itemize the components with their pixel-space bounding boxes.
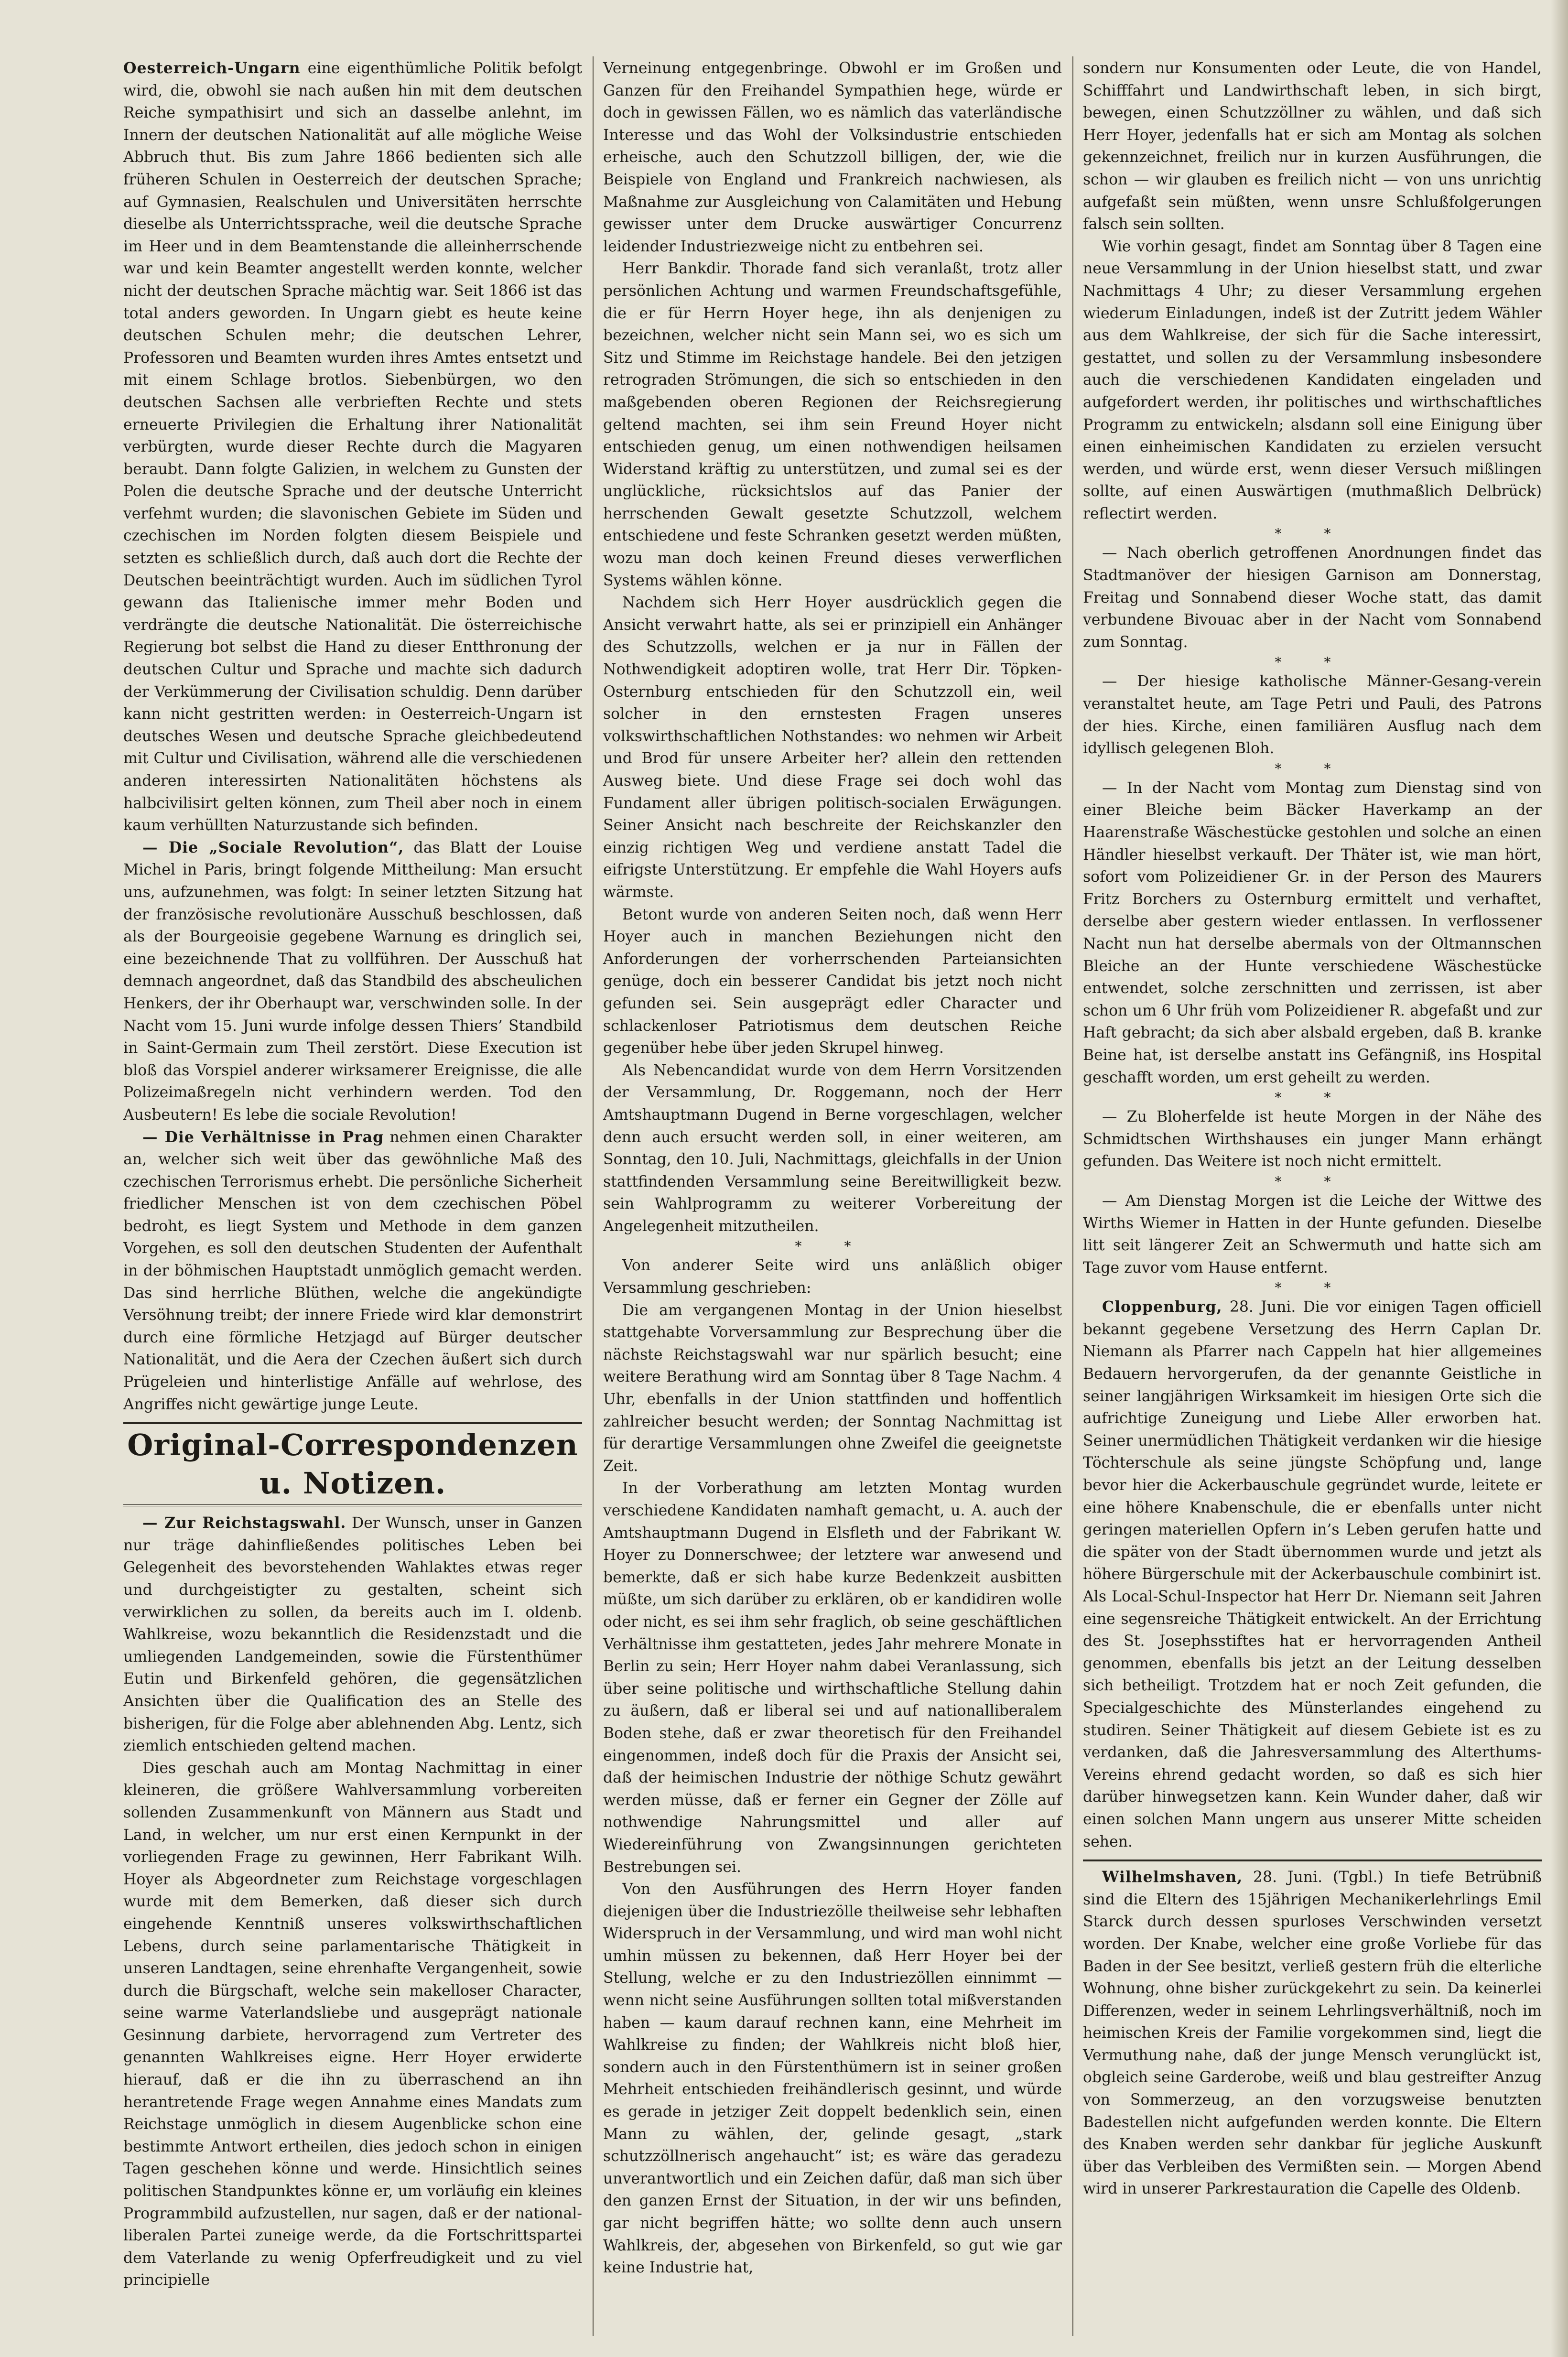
column-2 — [603, 57, 1062, 2279]
article-headword: Wilhelmshaven, — [1102, 1868, 1243, 1886]
column-1 — [123, 57, 582, 2292]
article-paragraph — [603, 592, 1062, 903]
article-paragraph — [603, 1060, 1062, 1238]
section-heading: Original-Correspondenzen u. Notizen. — [123, 1422, 582, 1506]
article-paragraph — [1083, 57, 1542, 236]
article-text: eine eigenthümliche Politik befolgt wird, die, obwohl sie nach außen hin mit dem deutschen Reiche sympathisirt und sich an dasselbe anlehnt, im Innern der deutschen Nationalität auf alle mögliche Weise Abbruch thut. Bis zum Jahre 1866 bedienten sich alle früheren Schulen in Oesterreich der deutschen Sprache; auf Gymnasien, Realschulen und Universitäten herrschte dieselbe als Unterrichtssprache, weil die deutsche Sprache im Heer und in dem Beamtenstande die alleinherrschende war und kein Beamter angestellt werden konnte, welcher nicht der deutschen Sprache mächtig war. Seit 1866 ist das total anders geworden. In Ungarn giebt es heute keine deutschen Schulen mehr; die deutschen Lehrer, Professoren und Beamten wurden ihres Amtes entsetzt und mit einem Schlage brotlos. Siebenbürgen, wo den deutschen Sachsen alle verbrieften Rechte und stets erneuerte Privilegien die Erhaltung ihrer Nationalität verbürgten, wurde dieser Rechte durch die Magyaren beraubt. Dann folgte Galizien, in welchem zu Gunsten der Polen die deutsche Sprache und der deutsche Unterricht verfehmt wurden; die slavonischen Gebiete im Süden und czechischen im Norden folgten diesem Beispiele und setzten es schließlich durch, daß auch dort die Rechte der Deutschen beeinträchtigt wurden. Auch im südlichen Tyrol gewann das Italienische immer mehr Boden und verdrängte die deutsche Nationalität. Die österreichische Regierung bot selbst die Hand zu dieser Entthronung der deutschen Cultur und Sprache und machte sich dadurch der Verkümmerung der Civilisation schuldig. Denn darüber kann nicht gestritten werden: in Oesterreich-Ungarn ist deutsches Wesen und deutsche Sprache gleichbedeutend mit Cultur und Civilisation, während alle die verschiedenen anderen interessirten Nationalitäten höchstens als halbcivilisirt gelten können, zum Theil aber noch in einem kaum verhüllten Naturzustande sich befinden. — [123, 60, 583, 834]
separator-asterisks: * * — [795, 1238, 870, 1254]
column-rule — [1072, 56, 1073, 2336]
article-text: Der Wunsch, unser in Ganzen nur träge dahinfließendes politisches Leben bei Gelegenheit des bevorstehenden Wahlaktes etwas reger und durchgeistigter zu gestalten, scheint sich verwirklichen zu sollen, da bereits auch im I. oldenb. Wahlkreise, wozu bekanntlich die Residenzstadt und die umliegenden Landgemeinden, sowie die Fürstenthümer Eutin und Birkenfeld gehören, die gegensätzlichen Ansichten über die Qualification des an Stelle des bisherigen, für die Folge aber ablehnenden Abg. Lentz, sich ziemlich entschieden geltend machen. — [123, 1514, 582, 1755]
article-paragraph — [1083, 1106, 1542, 1173]
article-headword: Cloppenburg, — [1102, 1298, 1222, 1316]
page-edge-shadow — [1551, 0, 1568, 2357]
article-paragraph — [603, 57, 1062, 258]
article-text: Verneinung entgegenbringe. Obwohl er im Großen und Ganzen für den Freihandel Sympathien hege, würde er doch in gewissen Fällen, wo es nämlich das vaterländische Interesse und das Wohl der Volksindustrie entschieden erheische, auch den Schutzzoll billigen, der, wie die Beispiele von England und Frankreich nachwiesen, als Maßnahme zur Ausgleichung von Calamitäten und Hebung gewisser unter dem Drucke auswärtiger Concurrenz leidender Industriezweige nicht zu entbehren sei. — [603, 60, 1062, 255]
article-text: — Am Dienstag Morgen ist die Leiche der Wittwe des Wirths Wiemer in Hatten in der Hunte gefunden. Dieselbe litt seit längerer Zeit an Schwermuth und hatte sich am Tage zuvor vom Hause entfernt. — [1083, 1192, 1542, 1276]
article-paragraph — [1083, 236, 1542, 525]
article-text: nehmen einen Charakter an, welcher sich weit über das gewöhnliche Maß des czechischen Terrorismus erhebt. Die persönliche Sicherheit friedlicher Menschen ist von dem czechischen Pöbel bedroht, es liegt System und Methode in dem ganzen Vorgehen, es soll den deutschen Studenten der Aufenthalt in der böhmischen Hauptstadt unmöglich gemacht werden. Das sind herrliche Blüthen, welche die angekündigte Versöhnung treibt; der innere Friede wird klar demonstrirt durch eine förmliche Hetzjagd auf Bürger deutscher Nationalität, und die Aera der Czechen äußert sich durch Prügeleien und hinterlistige Anfälle auf wehrlose, des Angriffes nicht gewärtige junge Leute. — [123, 1128, 582, 1413]
article-text: 28. Juni. (Tgbl.) In tiefe Betrübniß sind die Eltern des 15jährigen Mechanikerlehrlings Emil Starck durch dessen spurloses Verschwinden versetzt worden. Der Knabe, welcher eine große Vorliebe für das Baden in der See besitzt, verließ gestern früh die elterliche Wohnung, ohne bisher zurückgekehrt zu sein. Da keinerlei Differenzen, weder in seinem Lehrlingsverhältniß, noch im heimischen Kreis der Familie vorgekommen sind, liegt die Vermuthung nahe, daß der junge Mensch verunglückt ist, obgleich seine Garderobe, weiß und blau gestreifter Anzug von Sommerzeug, an den vorzugsweise benutzten Badestellen nicht aufgefunden werden konnte. Die Eltern des Knaben werden sehr dankbar für jegliche Auskunft über das Verbleiben des Vermißten sein. — Morgen Abend wird in unserer Parkrestauration die Capelle des Oldenb. — [1083, 1869, 1542, 2198]
article-text: das Blatt der Louise Michel in Paris, bringt folgende Mittheilung: Man ersucht uns, aufzunehmen, was folgt: In seiner letzten Sitzung hat der französische revolutionäre Ausschuß beschlossen, daß als der Bourgeoisie gegebene Warnung es dringlich sei, eine bezeichnende That zu vollführen. Der Ausschuß hat demnach angeordnet, daß das Standbild des abscheulichen Henkers, der ihr Oberhaupt war, verschwinden solle. In der Nacht vom 15. Juni wurde infolge dessen Thiers’ Standbild in Saint-Germain zum Theil zerstört. Diese Execution ist bloß das Vorspiel anderer wirksamerer Ereignisse, die alle Polizeimaßregeln nicht verhindern werden. Tod den Ausbeutern! Es lebe die sociale Revolution! — [123, 839, 582, 1124]
article-headword: — Die „Sociale Revolution“, — [142, 838, 404, 856]
article-headword: — Die Verhältnisse in Prag — [142, 1128, 384, 1146]
article-text: — In der Nacht vom Montag zum Dienstag sind von einer Bleiche beim Bäcker Haverkamp an der Haarenstraße Wäschestücke gestohlen und solche an einen Händler hieselbst verkauft. Der Thäter ist, wie man hört, sofort vom Polizeidiener Gr. in der Person des Maurers Fritz Borchers zu Osternburg ermittelt und verhaftet, derselbe aber gestern wieder entlassen. In verflossener Nacht nun hat derselbe abermals von der Oltmannschen Bleiche an der Hunte verschiedene Wäschestücke entwendet, solche zerschnitten und zerrissen, ist aber schon um 6 Uhr früh vom Polizeidiener R. abgefaßt und zur Haft gebracht; da sich aber alsbald ergeben, daß B. kranke Beine hat, ist derselbe anstatt ins Gefängniß, ins Hospital geschafft worden, um erst geheilt zu werden. — [1083, 779, 1542, 1086]
article-paragraph — [123, 1512, 582, 1757]
separator-asterisks: * * — [1275, 654, 1350, 670]
separator-asterisks: * * — [1275, 1173, 1350, 1189]
article-text: In der Vorberathung am letzten Montag wurden verschiedene Kandidaten namhaft gemacht, u. A. auch der Amtshauptmann Dugend in Elsfleth und der Fabrikant W. Hoyer zu Donnerschwee; der letztere war anwesend und bemerkte, daß er sich habe kurze Bedenkzeit ausbitten müßte, um sich darüber zu erklären, ob er kandidiren wolle oder nicht, es sei ihm sehr fraglich, ob seine geschäftlichen Verhältnisse ihm gestatteten, jedes Jahr mehrere Monate in Berlin zu sein; Herr Hoyer nahm dabei Veranlassung, sich über seine politische und wirthschaftliche Stellung dahin zu äußern, daß er liberal sei und auf nationalliberalem Boden stehe, daß er zwar theoretisch für den Freihandel eingenommen, indeß doch für die Praxis der Ansicht sei, daß der heimischen Industrie der nöthige Schutz gewährt werden müsse, daß er ferner ein Gegner der Zölle auf nothwendige Nahrungsmittel und aller auf Wiedereinführung von Zwangsinnungen gerichteten Bestrebungen sei. — [603, 1480, 1062, 1876]
article-paragraph — [123, 57, 582, 837]
article-paragraph — [603, 1254, 1062, 1299]
article-text: Herr Bankdir. Thorade fand sich veranlaßt, trotz aller persönlichen Achtung und warmen Freundschaftsgefühle, die er für Herrn Hoyer hege, ihn als denjenigen zu bezeichnen, welcher nicht sein Mann sei, wo es sich um Sitz und Stimme im Reichstage handele. Bei den jetzigen retrograden Strömungen, die sich so entschieden in den maßgebenden oberen Regionen der Reichsregierung geltend machten, sei ihm sein Freund Hoyer nicht entschieden genug, um einen nothwendigen heilsamen Widerstand kräftig zu unterstützen, und zumal sei es der unglückliche, rücksichtslos auf das Panier der herrschenden Gewalt gesetzte Schutzzoll, welchem entschiedene und feste Schranken gesetzt werden müßten, wozu man doch keinen Freund dieses verwerflichen Systems wählen könne. — [603, 260, 1062, 589]
article-text: Dies geschah auch am Montag Nachmittag in einer kleineren, die größere Wahlversammlung vorbereiten sollenden Zusammenkunft von Männern aus Stadt und Land, in welcher, um nur erst einen Kernpunkt in der vorliegenden Frage zu gewinnen, Herr Fabrikant Wilh. Hoyer als Abgeordneter zum Reichstage vorgeschlagen wurde mit dem Bemerken, daß dieser sich durch eingehende Kenntniß unseres volkswirthschaftlichen Lebens, durch seine parlamentarische Thätigkeit in unseren Landtagen, seine ehrenhafte Vergangenheit, sowie durch die Bürgschaft, welche sein makelloser Character, seine warme Vaterlandsliebe und ausgeprägt nationale Gesinnung darbiete, hervorragend zum Vertreter des genannten Wahlkreises eigne. Herr Hoyer erwiderte hierauf, daß er die ihn zu überraschend an ihn herantretende Frage wegen Annahme eines Mandats zum Reichstage unmöglich in diesem Augenblicke schon eine bestimmte Antwort ertheilen, dies jedoch schon in einigen Tagen geschehen könne und werde. Hinsichtlich seines politischen Standpunktes könne er, um vorläufig ein kleines Programmbild aufzustellen, nur sagen, daß er der national-liberalen Partei zuneige werde, da die Fortschrittspartei dem Vaterlande zu wenig Opferfreudigkeit und zu viel principielle — [123, 1759, 582, 2289]
article-paragraph — [123, 1757, 582, 2292]
article-paragraph — [1083, 1190, 1542, 1279]
article-text: Von den Ausführungen des Herrn Hoyer fanden diejenigen über die Industriezölle theilweise sehr lebhaften Widerspruch in der Versammlung, und wird man wohl nicht umhin müssen zu bekennen, daß Herr Hoyer bei der Stellung, welche er zu den Industriezöllen einnimmt — wenn nicht seine Ausführungen sollten total mißverstanden haben — kaum darauf rechnen kann, eine Mehrheit im Wahlkreise zu finden; der Wahlkreis nicht bloß hier, sondern auch in den Fürstenthümern ist in seiner großen Mehrheit entschieden freihändlerisch gesinnt, und würde es gerade in jetziger Zeit doppelt bedenklich sein, einen Mann zu wählen, der, gelinde gesagt, „stark schutzzöllnerisch angehaucht“ ist; es wäre das geradezu unverantwortlich und ein Zeichen dafür, daß man sich über den ganzen Ernst der Situation, in der wir uns befinden, gar nicht begriffen hätte; wo sollte denn auch unsern Wahlkreis, der, abgesehen von Birkenfeld, so gut wie gar keine Industrie hat, — [603, 1881, 1062, 2277]
article-paragraph — [603, 904, 1062, 1060]
article-paragraph — [1083, 1866, 1542, 2200]
article-paragraph — [603, 258, 1062, 592]
article-paragraph — [1083, 1296, 1542, 1853]
article-text: Wie vorhin gesagt, findet am Sonntag über 8 Tagen eine neue Versammlung in der Union hieselbst statt, und zwar Nachmittags 4 Uhr; zu dieser Versammlung ergehen wiederum Einladungen, indeß ist der Zutritt jedem Wähler aus dem Wahlkreise, der sich für die Sache interessirt, gestattet, und sollen zu der Versammlung insbesondere auch die verschiedenen Kandidaten eingeladen und aufgefordert werden, ihr politisches und wirthschaftliches Programm zu entwickeln; alsdann soll eine Einigung über einen einheimischen Kandidaten zu erzielen versucht werden, und würde erst, wenn dieser Versuch mißlingen sollte, auf einen Auswärtigen (muthmaßlich Delbrück) reflectirt werden. — [1083, 238, 1542, 522]
article-paragraph — [1083, 777, 1542, 1089]
article-text: — Nach oberlich getroffenen Anordnungen findet das Stadtmanöver der hiesigen Garnison am Donnerstag, Freitag und Sonnabend dieser Woche statt, das damit verbundene Bivouac aber in der Nacht vom Sonnabend zum Sonntag. — [1083, 544, 1542, 651]
article-paragraph — [123, 1126, 582, 1416]
article-paragraph — [603, 1477, 1062, 1878]
article-paragraph — [603, 1299, 1062, 1478]
separator-asterisks: * * — [1275, 1280, 1350, 1296]
article-paragraph — [1083, 670, 1542, 759]
article-text: Die am vergangenen Montag in der Union hieselbst stattgehabte Vorversammlung zur Besprechung über die nächste Reichstagswahl war nur spärlich besucht; eine weitere Berathung wird am Sonntag über 8 Tage Nachm. 4 Uhr, ebenfalls in der Union stattfinden und hoffentlich zahlreicher besucht werden; der Sonntag Nachmittag ist für derartige Versammlungen ohne Zweifel die geeignetste Zeit. — [603, 1301, 1062, 1475]
article-text: Nachdem sich Herr Hoyer ausdrücklich gegen die Ansicht verwahrt hatte, als sei er prinzipiell ein Anhänger des Schutzzolls, welchen er ja nur in Fällen der Nothwendigkeit adoptiren wolle, trat Herr Dir. Töpken-Osternburg entschieden für den Schutzzoll ein, weil solcher in den ernstesten Fragen unseres volkswirthschaftlichen Nothstandes: wo nehmen wir Arbeit und Brod für unsere Arbeiter her? allein den rettenden Ausweg biete. Und diese Frage sei doch wohl das Fundament aller übrigen politisch-socialen Erwägungen. Seiner Ansicht nach beschreite der Reichskanzler den einzig richtigen Weg und verdiene anstatt Tadel die eifrigste Unterstützung. Er empfehle die Wahl Hoyers aufs wärmste. — [603, 594, 1062, 901]
article-paragraph — [1083, 542, 1542, 653]
article-text: sondern nur Konsumenten oder Leute, die von Handel, Schifffahrt und Landwirthschaft leben, in sich birgt, bewegen, einen Schutzzöllner zu wählen, und daß sich Herr Hoyer, jedenfalls hat er sich am Montag als solchen gekennzeichnet, freilich nur in kurzen Ausführungen, die schon — wir glauben es freilich nicht — von uns unrichtig aufgefaßt sein müßten, wenn unsre Schlußfolgerungen falsch sein sollten. — [1083, 60, 1542, 233]
article-headword: — Zur Reichstagswahl. — [142, 1514, 346, 1532]
article-text: Als Nebencandidat wurde von dem Herrn Vorsitzenden der Versammlung, Dr. Roggemann, noch der Herr Amtshauptmann Dugend in Berne vorgeschlagen, welcher denn auch ersucht werden soll, in einer weiteren, am Sonntag, den 10. Juli, Nachmittags, gleichfalls in der Union stattfindenden Versammlung seine Bereitwilligkeit bezw. sein Wahlprogramm zu weiterer Vorbereitung der Angelegenheit mitzutheilen. — [603, 1061, 1062, 1235]
separator-asterisks: * * — [1275, 1090, 1350, 1106]
article-text: 28. Juni. Die vor einigen Tagen officiell bekannt gegebene Versetzung des Herrn Caplan Dr. Niemann als Pfarrer nach Cappeln hat hier allgemeines Bedauern hervorgerufen, da der genannte Geistliche in seiner langjährigen Wirksamkeit im hiesigen Orte sich die aufrichtige Zuneigung und Liebe Aller erworben hat. Seiner unermüdlichen Thätigkeit verdanken wir die hiesige Töchterschule als seine jüngste Schöpfung und, lange bevor hier die Ackerbauschule gegründet wurde, leitete er eine höhere Knabenschule, die er ebenfalls unter nicht geringen materiellen Opfern in’s Leben gerufen hatte und die später von der Stadt übernommen wurde und jetzt als höhere Bürgerschule mit der Ackerbauschule combinirt ist. Als Local-Schul-Inspector hat Herr Dr. Niemann seit Jahren eine segensreiche Thätigkeit entwickelt. An der Errichtung des St. Josephsstiftes hat er hervorragenden Antheil genommen, ebenfalls bis jetzt an der Leitung desselben sich betheiligt. Trotzdem hat er noch Zeit gefunden, die Specialgeschichte des Münsterlandes eingehend zu studiren. Seiner Thätigkeit auf diesem Gebiete ist es zu verdanken, daß die Jahresversammlung des Alterthums-Vereins ehrend gedacht worden, so daß es sich hier darüber hinwegsetzen kann. Kein Wunder daher, daß wir einen solchen Mann ungern aus unserer Mitte scheiden sehen. — [1083, 1298, 1542, 1850]
article-paragraph — [123, 837, 582, 1126]
article-text: — Zu Bloherfelde ist heute Morgen in der Nähe des Schmidtschen Wirthshauses ein junger Mann erhängt gefunden. Das Weitere ist noch nicht ermittelt. — [1083, 1108, 1542, 1170]
column-rule — [593, 56, 594, 2336]
article-paragraph — [603, 1878, 1062, 2279]
separator-asterisks: * * — [1275, 760, 1350, 777]
column-3 — [1083, 57, 1542, 2200]
article-divider — [1083, 1860, 1542, 1861]
separator-asterisks: * * — [1275, 526, 1350, 542]
article-text: — Der hiesige katholische Männer-Gesang-verein veranstaltet heute, am Tage Petri und Pauli, des Patrons der hies. Kirche, einen familiären Ausflug nach dem idyllisch gelegenen Bloh. — [1083, 673, 1542, 757]
article-headword: Oesterreich-Ungarn — [123, 59, 301, 77]
article-text: Von anderer Seite wird uns anläßlich obiger Versammlung geschrieben: — [603, 1257, 1062, 1297]
article-text: Betont wurde von anderen Seiten noch, daß wenn Herr Hoyer auch in manchen Beziehungen nicht den Anforderungen der vorherrschenden Parteiansichten genüge, doch ein besserer Candidat bis jetzt noch nicht gefunden sei. Sein ausgeprägt edler Character und schlackenloser Patriotismus dem deutschen Reiche gegenüber hebe über jeden Skrupel hinweg. — [603, 906, 1062, 1057]
